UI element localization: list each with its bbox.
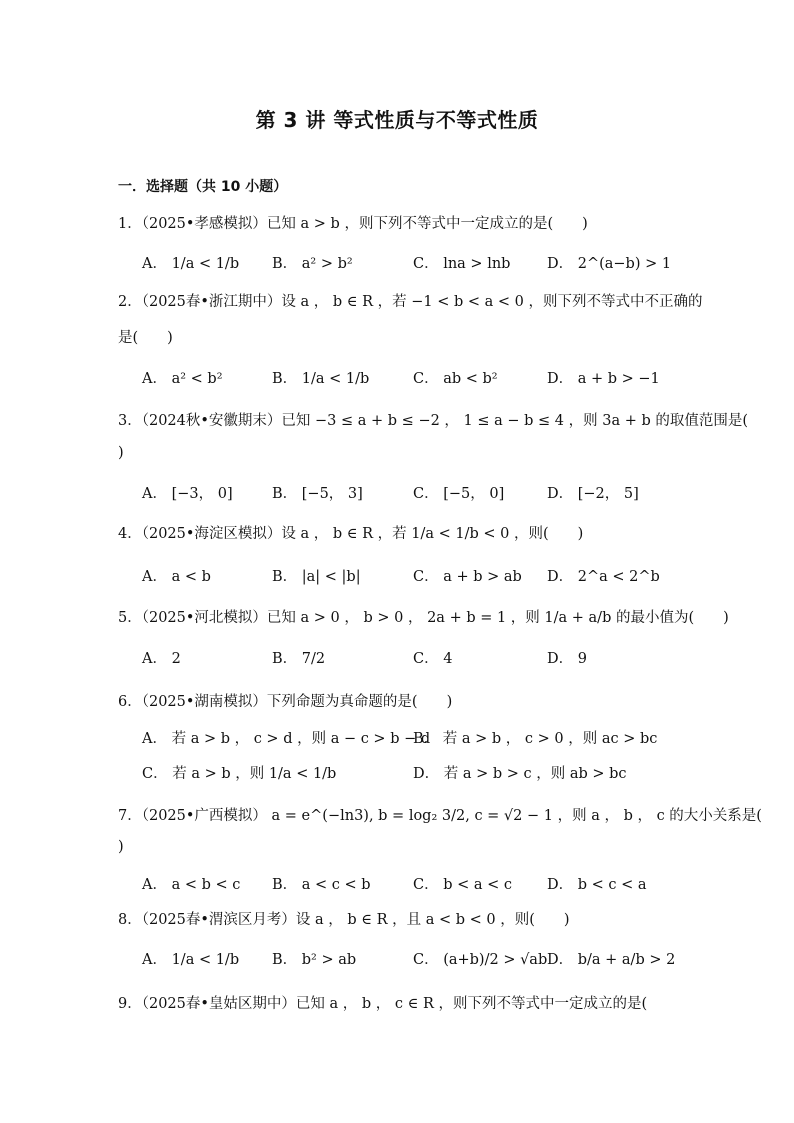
question-4-option-b: B． |a| < |b| — [272, 569, 361, 585]
question-7-stem: 7．（2025•广西模拟） a = e^(−ln3), b = log₂ 3/2, c = √2 − 1 ，则 a ， b ， c 的大小关系是( — [118, 808, 762, 824]
question-8-option-a: A． 1/a < 1/b — [142, 952, 240, 968]
question-4-stem: 4．（2025•海淀区模拟）设 a ， b ∈ R ，若 1/a < 1/b < 0 ，则( ) — [118, 526, 584, 542]
question-2-option-c: C． ab < b² — [413, 371, 498, 387]
question-1-option-a: A． 1/a < 1/b — [142, 256, 240, 272]
question-7-option-c: C． b < a < c — [413, 877, 512, 893]
question-3-option-d: D． [−2， 5] — [547, 486, 639, 502]
question-6-option-c: C． 若 a > b ，则 1/a < 1/b — [142, 766, 337, 782]
question-4-option-a: A． a < b — [142, 569, 211, 585]
question-4-option-c: C． a + b > ab — [413, 569, 522, 585]
question-6-option-b: B． 若 a > b ， c > 0 ，则 ac > bc — [413, 731, 658, 747]
section-heading: 一．选择题（共 10 小题） — [118, 179, 288, 195]
question-8-stem: 8．（2025春•渭滨区月考）设 a ， b ∈ R ，且 a < b < 0 ，则( ) — [118, 912, 570, 928]
question-7-option-a: A． a < b < c — [142, 877, 241, 893]
question-2-stem-cont: 是( ) — [118, 330, 173, 346]
question-4-option-d: D． 2^a < 2^b — [547, 569, 660, 585]
question-3-stem-cont: ) — [118, 445, 124, 461]
question-7-stem-cont: ) — [118, 839, 124, 855]
page-title: 第 3 讲 等式性质与不等式性质 — [255, 108, 539, 132]
question-2-stem: 2．（2025春•浙江期中）设 a ， b ∈ R ，若 −1 < b < a < 0 ，则下列不等式中不正确的 — [118, 294, 703, 310]
question-9-stem: 9．（2025春•皇姑区期中）已知 a ， b ， c ∈ R ，则下列不等式中一定成立的是( — [118, 996, 648, 1012]
question-5-option-c: C． 4 — [413, 651, 453, 667]
question-5-option-d: D． 9 — [547, 651, 587, 667]
question-2-option-a: A． a² < b² — [142, 371, 223, 387]
question-3-stem: 3．（2024秋•安徽期末）已知 −3 ≤ a + b ≤ −2 ， 1 ≤ a − b ≤ 4 ，则 3a + b 的取值范围是( — [118, 413, 749, 429]
question-1-option-c: C． lna > lnb — [413, 256, 511, 272]
question-2-option-d: D． a + b > −1 — [547, 371, 660, 387]
question-6-option-a: A． 若 a > b ， c > d ，则 a − c > b − d — [142, 731, 431, 747]
question-8-option-d: D． b/a + a/b > 2 — [547, 952, 676, 968]
question-1-option-d: D． 2^(a−b) > 1 — [547, 256, 672, 272]
question-1-option-b: B． a² > b² — [272, 256, 353, 272]
question-8-option-c: C． (a+b)/2 > √ab — [413, 952, 548, 968]
question-6-option-d: D． 若 a > b > c ，则 ab > bc — [413, 766, 627, 782]
question-5-stem: 5．（2025•河北模拟）已知 a > 0 ， b > 0 ， 2a + b = 1 ，则 1/a + a/b 的最小值为( ) — [118, 610, 729, 626]
question-7-option-d: D． b < c < a — [547, 877, 647, 893]
question-1-stem: 1．（2025•孝感模拟）已知 a > b ，则下列不等式中一定成立的是( ) — [118, 216, 588, 232]
question-6-stem: 6．（2025•湖南模拟）下列命题为真命题的是( ) — [118, 694, 453, 710]
question-5-option-b: B． 7/2 — [272, 651, 326, 667]
question-5-option-a: A． 2 — [142, 651, 181, 667]
question-3-option-b: B． [−5， 3] — [272, 486, 363, 502]
question-8-option-b: B． b² > ab — [272, 952, 357, 968]
question-7-option-b: B． a < c < b — [272, 877, 371, 893]
question-2-option-b: B． 1/a < 1/b — [272, 371, 370, 387]
question-3-option-a: A． [−3， 0] — [142, 486, 233, 502]
question-3-option-c: C． [−5， 0] — [413, 486, 505, 502]
